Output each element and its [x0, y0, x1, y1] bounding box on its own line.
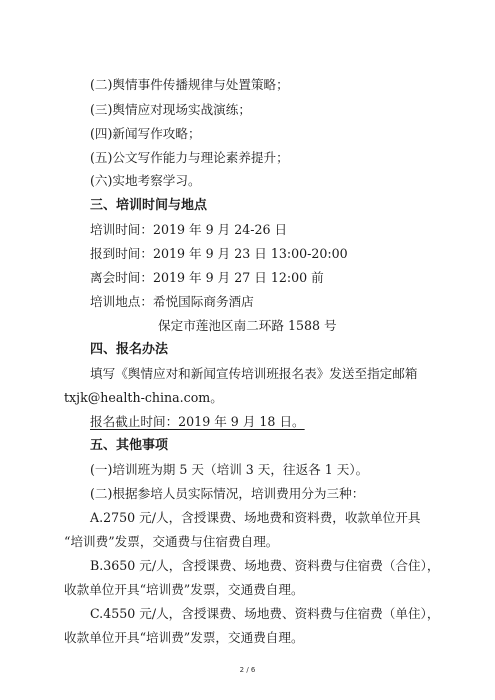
paragraph-line: A.2750 元/人，含授课费、场地费和资料费，收款单位开具 [90, 510, 421, 525]
section-heading: 四、报名办法 [90, 342, 169, 357]
list-item: (六)实地考察学习。 [90, 173, 201, 188]
paragraph-line: 培训时间：2019 年 9 月 24-26 日 [90, 222, 288, 237]
page-number: 2 / 6 [239, 666, 256, 674]
paragraph-line: (一)培训班为期 5 天（培训 3 天，往返各 1 天）。 [90, 462, 369, 477]
paragraph-line: 保定市莲池区南二环路 1588 号 [158, 318, 337, 333]
paragraph-line: 培训地点：希悦国际商务酒店 [90, 294, 254, 309]
paragraph-line: (二)根据参培人员实际情况，培训费用分为三种： [90, 486, 365, 501]
paragraph-line: 填写《舆情应对和新闻宣传培训班报名表》发送至指定邮箱 [90, 366, 418, 381]
section-heading: 三、培训时间与地点 [90, 198, 208, 213]
paragraph-line: 报到时间：2019 年 9 月 23 日 13:00-20:00 [90, 246, 348, 261]
paragraph-line: 收款单位开具“培训费”发票，交通费自理。 [64, 630, 304, 645]
list-item: (二)舆情事件传播规律与处置策略； [90, 77, 289, 92]
section-heading: 五、其他事项 [90, 438, 169, 453]
list-item: (五)公文写作能力与理论素养提升； [90, 150, 289, 165]
paragraph-line: 离会时间：2019 年 9 月 27 日 12:00 前 [90, 270, 324, 285]
paragraph-line: C.4550 元/人，含授课费、场地费、资料费与住宿费（单住）， [90, 606, 440, 621]
deadline-line: 报名截止时间：2019 年 9 月 18 日。 [90, 414, 305, 429]
paragraph-line: B.3650 元/人，含授课费、场地费、资料费与住宿费（合住）， [90, 558, 440, 573]
email-address: txjk@health-china.com。 [64, 390, 223, 405]
list-item: (四)新闻写作攻略； [90, 126, 201, 141]
list-item: (三)舆情应对现场实战演练； [90, 102, 251, 117]
paragraph-line: “培训费”发票，交通费与住宿费自理。 [64, 534, 279, 549]
paragraph-line: 收款单位开具“培训费”发票，交通费自理。 [64, 582, 304, 597]
